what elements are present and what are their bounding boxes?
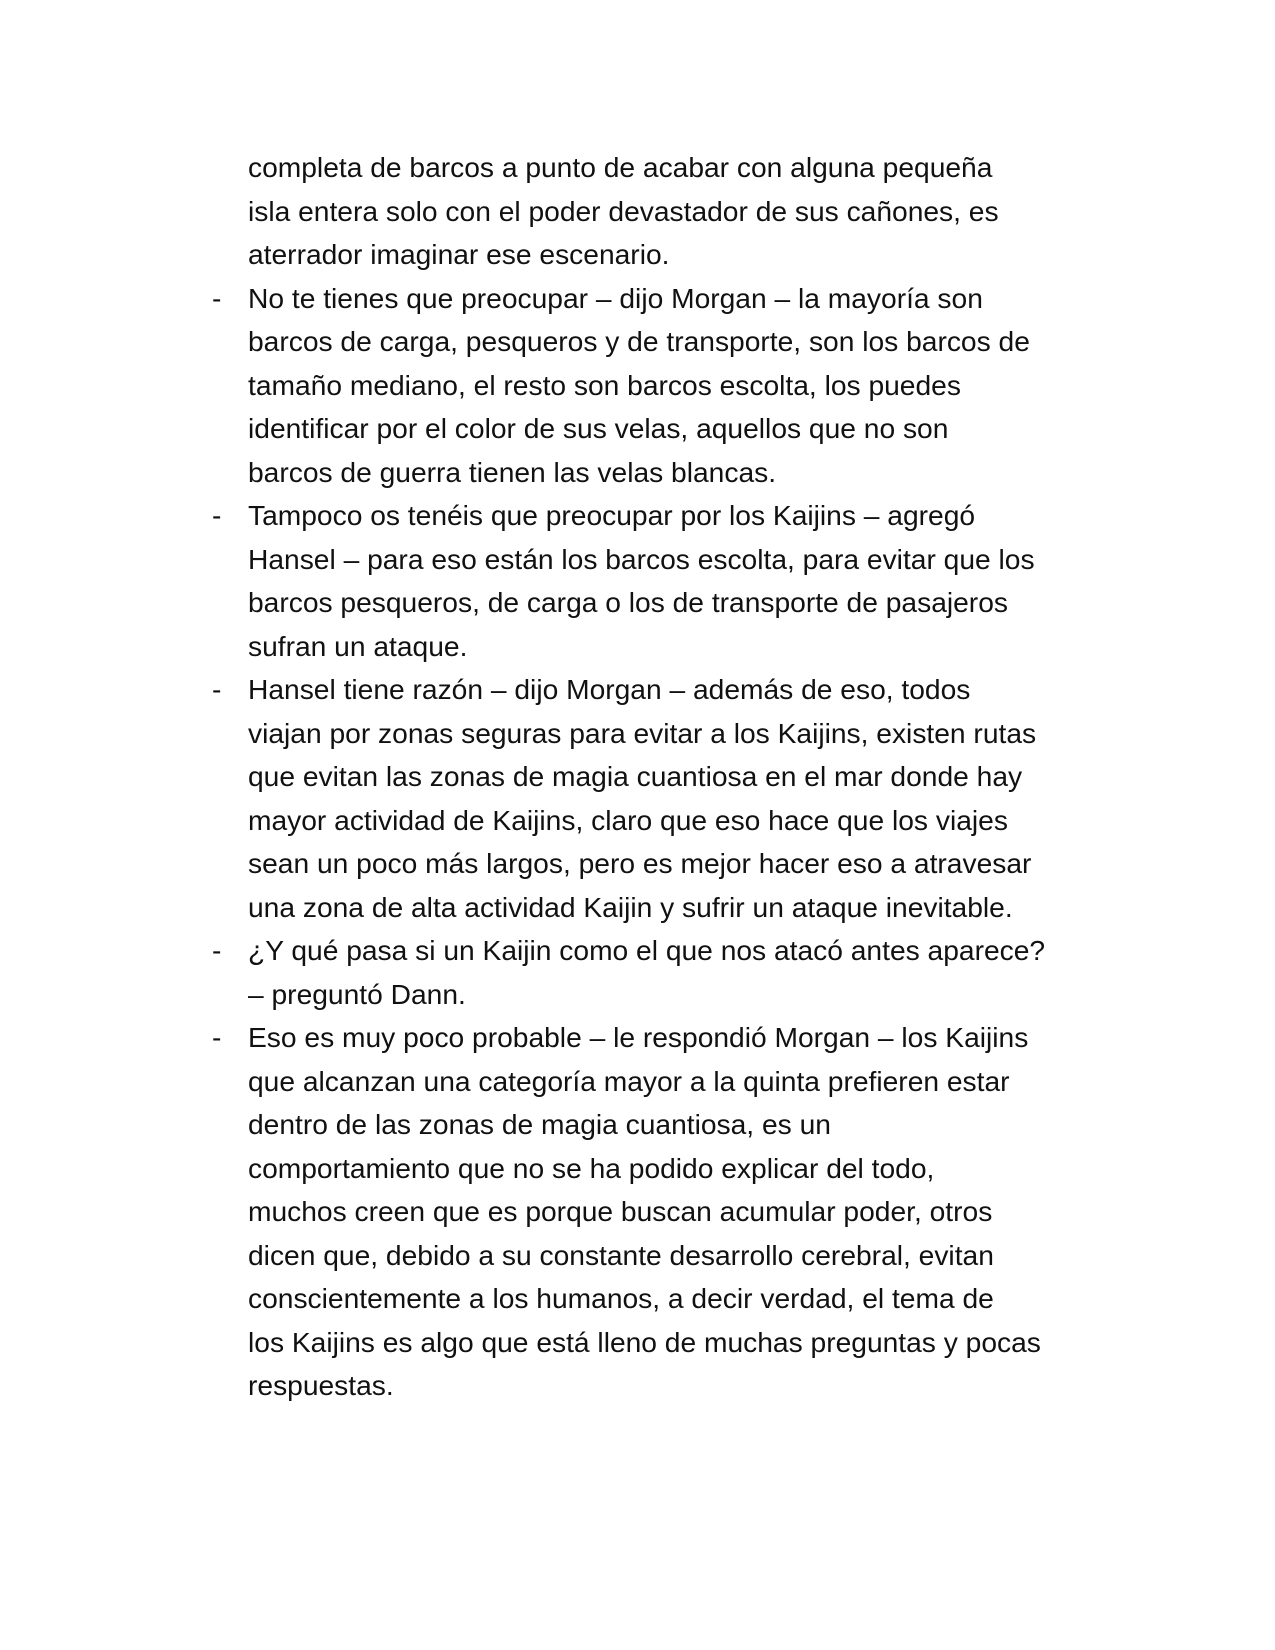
text-line: barcos de carga, pesqueros y de transporte, son los barcos de xyxy=(248,325,1030,357)
text-line: sufran un ataque. xyxy=(248,629,468,662)
dialogue-paragraph-4 xyxy=(212,668,1078,929)
text-line: Tampoco os tenéis que preocupar por los Kaijins – agregó xyxy=(248,499,976,531)
text-line: – preguntó Dann. xyxy=(248,977,466,1010)
text-line: sean un poco más largos, pero es mejor hacer eso a atravesar xyxy=(248,847,1032,879)
dialogue-paragraph-6 xyxy=(212,1016,1078,1408)
text-line: completa de barcos a punto de acabar con alguna pequeña xyxy=(248,151,993,183)
text-line: comportamiento que no se ha podido explicar del todo, xyxy=(248,1151,935,1184)
dialogue-dash: - xyxy=(212,281,222,314)
dialogue-dash: - xyxy=(212,499,222,531)
text-line: barcos pesqueros, de carga o los de transporte de pasajeros xyxy=(248,586,1008,618)
text-line: identificar por el color de sus velas, aquellos que no son xyxy=(248,412,949,444)
paragraph-1 xyxy=(248,146,1078,277)
text-line: Hansel – para eso están los barcos escolta, para evitar que los xyxy=(248,542,1035,575)
text-line: ¿Y qué pasa si un Kaijin como el que nos atacó antes aparece? xyxy=(248,934,1046,966)
text-line: isla entera solo con el poder devastador de sus cañones, es xyxy=(248,194,999,227)
text-line: No te tienes que preocupar – dijo Morgan – la mayoría son xyxy=(248,281,983,314)
dialogue-paragraph-3 xyxy=(212,494,1078,668)
text-line: dentro de las zonas de magia cuantiosa, es un xyxy=(248,1108,831,1140)
text-line: viajan por zonas seguras para evitar a los Kaijins, existen rutas xyxy=(248,716,1037,749)
dialogue-paragraph-2 xyxy=(212,277,1078,495)
text-line: muchos creen que es porque buscan acumular poder, otros xyxy=(248,1195,993,1227)
dialogue-dash: - xyxy=(212,673,222,705)
dialogue-dash: - xyxy=(212,934,222,966)
text-line: conscientemente a los humanos, a decir verdad, el tema de xyxy=(248,1282,994,1314)
dialogue-dash: - xyxy=(212,1021,222,1053)
text-line: los Kaijins es algo que está lleno de muchas preguntas y pocas xyxy=(248,1325,1041,1358)
text-line: que alcanzan una categoría mayor a la quinta prefieren estar xyxy=(248,1064,1010,1097)
text-line: tamaño mediano, el resto son barcos escolta, los puedes xyxy=(248,368,961,401)
text-line: mayor actividad de Kaijins, claro que eso hace que los viajes xyxy=(248,803,1008,836)
text-line: una zona de alta actividad Kaijin y sufrir un ataque inevitable. xyxy=(248,890,1013,923)
text-line: respuestas. xyxy=(248,1369,394,1401)
text-line: Eso es muy poco probable – le respondió Morgan – los Kaijins xyxy=(248,1021,1029,1053)
text-line: barcos de guerra tienen las velas blancas. xyxy=(248,455,777,488)
text-line: Hansel tiene razón – dijo Morgan – además de eso, todos xyxy=(248,673,971,705)
text-line: que evitan las zonas de magia cuantiosa en el mar donde hay xyxy=(248,760,1023,792)
text-line: dicen que, debido a su constante desarrollo cerebral, evitan xyxy=(248,1238,994,1271)
dialogue-paragraph-5 xyxy=(212,929,1078,1016)
body-text xyxy=(212,146,1078,1408)
text-line: aterrador imaginar ese escenario. xyxy=(248,238,670,270)
